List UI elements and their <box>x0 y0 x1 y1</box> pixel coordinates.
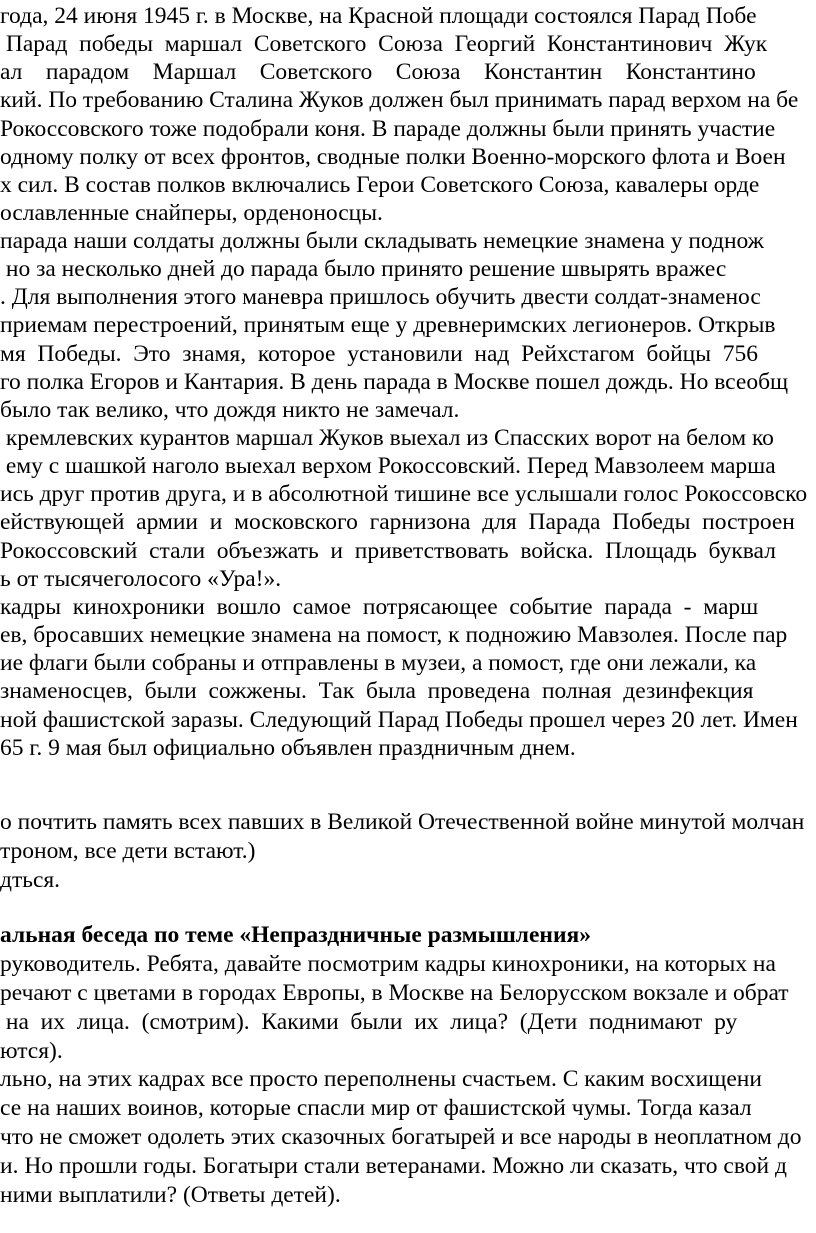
text-line: ему с шашкой наголо выехал верхом Рокоссовский. Перед Мавзолеем марша <box>0 453 776 479</box>
text-line: кадры кинохроники вошло самое потрясающее событие парада - марш <box>0 594 770 620</box>
text-line: ной фашистской заразы. Следующий Парад Победы прошел через 20 лет. Имен <box>0 707 798 733</box>
text-line: х сил. В состав полков включались Герои Советского Союза, кавалеры орде <box>0 172 760 198</box>
text-line: года, 24 июня 1945 г. в Москве, на Красной площади состоялся Парад Побе <box>0 3 757 29</box>
text-line: го полка Егоров и Кантария. В день парада в Москве пошел дождь. Но всеобщ <box>0 369 789 395</box>
section-heading: альная беседа по теме «Непраздничные размышления» <box>0 922 591 948</box>
text-line: Парад победы маршал Советского Союза Георгий Константинович Жук <box>0 31 768 57</box>
text-line: о почтить память всех павших в Великой Отечественной войне минутой молчан <box>0 809 805 835</box>
text-line: было так велико, что дождя никто не замечал. <box>0 397 460 423</box>
text-line: мя Победы. Это знамя, которое установили над Рейхстагом бойцы 756 <box>0 341 759 367</box>
text-line: дться. <box>0 867 61 893</box>
text-line: кий. По требованию Сталина Жуков должен был принимать парад верхом на бе <box>0 87 799 113</box>
text-line: руководитель. Ребята, давайте посмотрим кадры кинохроники, на которых на <box>0 951 776 977</box>
text-line: парада наши солдаты должны были складывать немецкие знамена у поднож <box>0 228 764 254</box>
text-line: приемам перестроений, принятым еще у древнеримских легионеров. Открыв <box>0 312 776 338</box>
text-line: ь от тысячеголосого «Ура!». <box>0 566 282 592</box>
text-line: Рокоссовский стали объезжать и приветствовать войска. Площадь буквал <box>0 538 776 564</box>
text-line: ними выплатили? (Ответы детей). <box>0 1182 341 1208</box>
text-line: Рокоссовского тоже подобрали коня. В параде должны были принять участие <box>0 116 776 142</box>
text-line: кремлевских курантов маршал Жуков выехал из Спасских ворот на белом ко <box>0 425 774 451</box>
text-line: льно, на этих кадрах все просто переполнены счастьем. С каким восхищени <box>0 1066 762 1092</box>
text-line: ются). <box>0 1038 63 1064</box>
text-line: троном, все дети встают.) <box>0 838 256 864</box>
text-line: ал парадом Маршал Советского Союза Константин Константино <box>0 59 756 85</box>
text-line: ев, бросавших немецкие знамена на помост, к подножию Мавзолея. После пар <box>0 622 788 648</box>
text-line: ись друг против друга, и в абсолютной тишине все услышали голос Рокоссовско <box>0 481 808 507</box>
text-line: и. Но прошли годы. Богатыри стали ветеранами. Можно ли сказать, что свой д <box>0 1153 787 1179</box>
text-line: се на наших воинов, которые спасли мир от фашистской чумы. Тогда казал <box>0 1095 752 1121</box>
text-line: но за несколько дней до парада было принято решение швырять вражес <box>0 256 727 282</box>
text-line: ие флаги были собраны и отправлены в музеи, а помост, где они лежали, ка <box>0 650 757 676</box>
text-line: знаменосцев, были сожжены. Так была проведена полная дезинфекция <box>0 678 754 704</box>
text-line: 65 г. 9 мая был официально объявлен праздничным днем. <box>0 735 576 761</box>
text-line: речают с цветами в городах Европы, в Москве на Белорусском вокзале и обрат <box>0 980 789 1006</box>
text-line: ействующей армии и московского гарнизона для Парада Победы построен <box>0 509 795 535</box>
text-line: одному полку от всех фронтов, сводные полки Военно-морского флота и Воен <box>0 144 786 170</box>
text-line: на их лица. (смотрим). Какими были их лица? (Дети поднимают ру <box>0 1009 738 1035</box>
text-line: что не сможет одолеть этих сказочных богатырей и все народы в неоплатном до <box>0 1124 802 1150</box>
text-line: ославленные снайперы, орденоносцы. <box>0 200 383 226</box>
text-line: . Для выполнения этого маневра пришлось обучить двести солдат-знаменос <box>0 284 761 310</box>
